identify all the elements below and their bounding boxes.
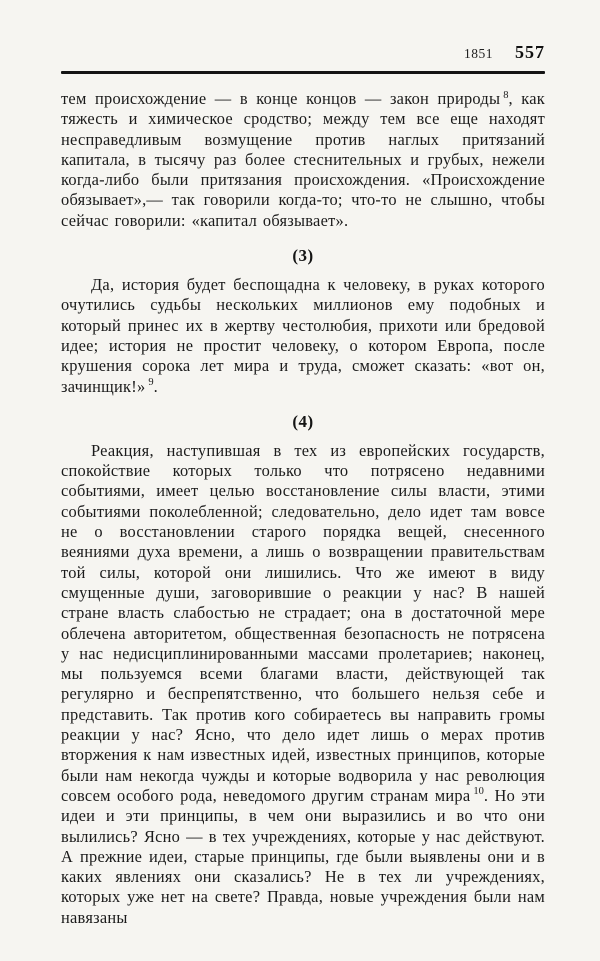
paragraph-section-4 [61,441,545,928]
paragraph-text: , как тяжесть и химическое сродство; между тем все еще находят несправедливым возмущение против наглых притязаний капитала, в тысячу раз более стеснительных и грубых, нежели когда-либо были притязания происхождения. «Происхождение обязывает»,— так говорили когда-то; что-то не слышно, чтобы сейчас говорили: «капитал обязывает». [61,89,545,230]
paragraph-text: тем происхождение — в конце концов — закон природы [61,89,501,108]
paragraph-continuation [61,89,545,231]
paragraph-text: Реакция, наступившая в тех из европейских государств, спокойствие которых только что потрясено недавними событиями, имеет целью восстановление силы власти, этими событиями поколебленной; следовательно, дело идет там вовсе не о восстановлении старого порядка вещей, снесенного веяниями духа времени, а лишь о возвращении правительствам той силы, которой они лишились. Что же имеют в виду смущенные души, заговорившие о реакции у нас? В нашей стране власть слабостью не страдает; она в достаточной мере облечена авторитетом, общественная безопасность не потрясена у нас недисциплинированными массами пролетариев; наконец, мы пользуемся всеми благами власти, действующей так регулярно и беспрепятственно, что большего нельзя себе и представить. Так против кого собираетесь вы направить громы реакции у нас? Ясно, что дело идет лишь о мерах против вторжения к нам известных идей, известных принципов, которые были нам некогда чужды и которые водворила у нас революция совсем особого рода, неведомого другим странам мира [61,440,545,805]
footnote-marker-9: 9 [148,377,154,389]
paragraph-text: . Но эти идеи и эти принципы, в чем они выразились и во что они вылились? Ясно — в тех учреждениях, которые у нас действуют. А прежние идеи, старые принципы, где были выявлены они и в каких явлениях они сказались? Не в тех ли учреждениях, которых уже нет на свете? Правда, новые учреждения были нам навязаны [61,785,545,927]
running-head-year: 1851 [464,46,493,61]
paragraph-text: . [153,376,158,396]
page-header [61,42,545,66]
footnote-marker-8: 8 [503,89,509,101]
paragraph-text: Да, история будет беспощадна к человеку, в руках которого очутились судьбы нескольких миллионов ему подобных и который принес их в жертву честолюбия, прихоти или бредовой идее; история не простит человеку, о котором Европа, после крушения сорока лет мира и труда, сможет сказать: «вот он, зачинщик!» [61,275,545,396]
footnote-marker-10: 10 [473,786,484,798]
text-block [61,89,545,928]
section-heading-3: (3) [292,246,314,266]
section-heading-4: (4) [292,411,314,431]
header-rule [61,71,545,74]
page-number: 557 [515,42,545,62]
paragraph-section-3 [61,275,545,397]
